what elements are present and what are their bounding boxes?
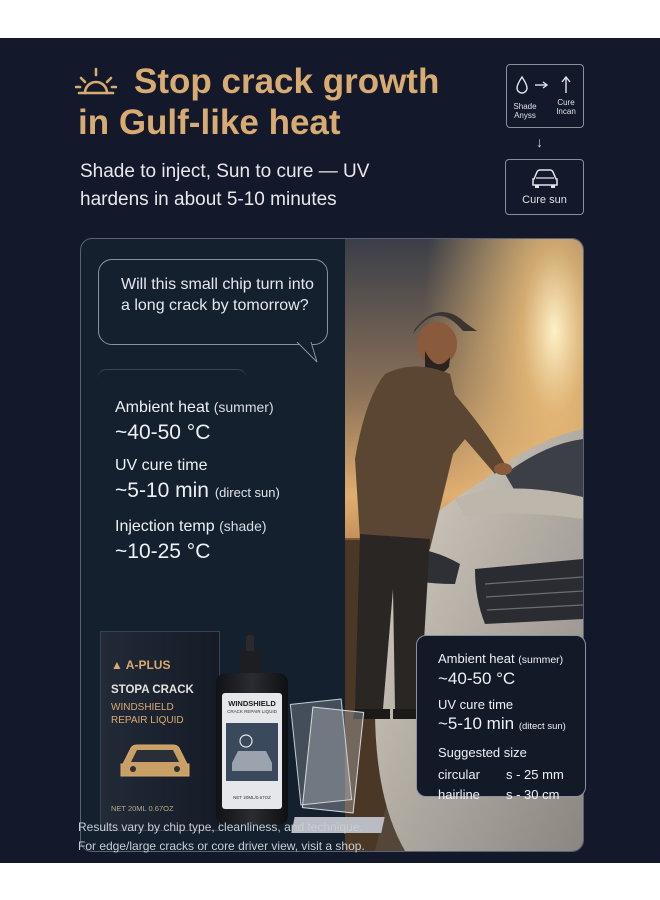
product-name-3: REPAIR LIQUID [111,715,184,726]
size-row-circular: circular s - 25 mm [438,767,564,782]
card-uv-value: ~5-10 min (ditect sun) [438,714,566,733]
bottle-label-2: CRACK REPAIR LIQUID [227,709,277,714]
stat-uv-label: UV cure time [115,457,208,474]
headline-line-1: Stop crack growth [134,62,440,101]
info-card [416,635,586,802]
stats-list [115,397,280,575]
flow-box-shade-cure [506,64,584,128]
card-ambient-value: ~40-50 °C [438,669,516,688]
arrow-down-icon: ↓ [536,134,543,150]
disclaimer-line-1: Results vary by chip type, cleanliness, and technique. [78,820,363,834]
size-row-hairline: hairline s - 30 cm [438,787,560,802]
bottle-net: NET 20ML/0.67OZ [233,795,271,800]
poster [0,38,660,863]
card-size-label: Suggested size [438,745,527,760]
product-box [100,631,220,831]
curing-strip-2 [302,707,364,814]
flow-cure-sublabel: Incan [556,107,576,116]
card-ambient-label: Ambient heat (summer) [438,651,564,666]
brand-label: ▲ A-PLUS [111,658,171,672]
disclaimer-line-2: For edge/large cracks or core driver view, visit a shop. [78,839,365,853]
bottle-label-1: WINDSHIELD [228,699,276,708]
stat-injection-value: ~10-25 °C [115,540,211,563]
product-name-1: STOPA CRACK [111,684,194,696]
sun-icon [75,65,117,107]
stat-ambient-value: ~40-50 °C [115,421,211,444]
bottle-car-icon [226,723,278,781]
brand-logo-icon: ▲ [111,658,123,672]
flow-box-cure-sun [505,159,584,215]
question-text: Will this small chip turn into a long crack by tomorrow? [121,276,314,314]
stats-divider [97,369,247,386]
flow-cure-sun-label: Cure sun [522,194,567,206]
product-bottle [216,669,288,829]
flow-shade-sublabel: Anyss [514,111,536,120]
question-bubble [98,259,328,345]
stat-injection-label: Injection temp (shade) [115,518,267,535]
headline [78,61,439,143]
product-name-2: WINDSHIELD [111,702,174,713]
stat-ambient-label: Ambient heat (summer) [115,399,274,416]
bubble-tail-icon [295,342,321,364]
card-uv-label: UV cure time [438,697,514,712]
product-net: NET 20ML 0.67OZ [111,804,174,813]
subhead: Shade to inject, Sun to cure — UV hardens in about 5-10 minutes [80,161,370,210]
disclaimer [78,818,365,856]
stat-uv-value: ~5-10 min (direct sun) [115,479,280,502]
box-car-icon [115,740,195,782]
flow-shade-label: Shade [513,102,537,111]
car-icon [530,167,560,189]
flow-cure-label: Cure [557,98,575,107]
drop-arrow-icon [514,75,576,95]
headline-line-2: in Gulf-like heat [78,103,341,142]
